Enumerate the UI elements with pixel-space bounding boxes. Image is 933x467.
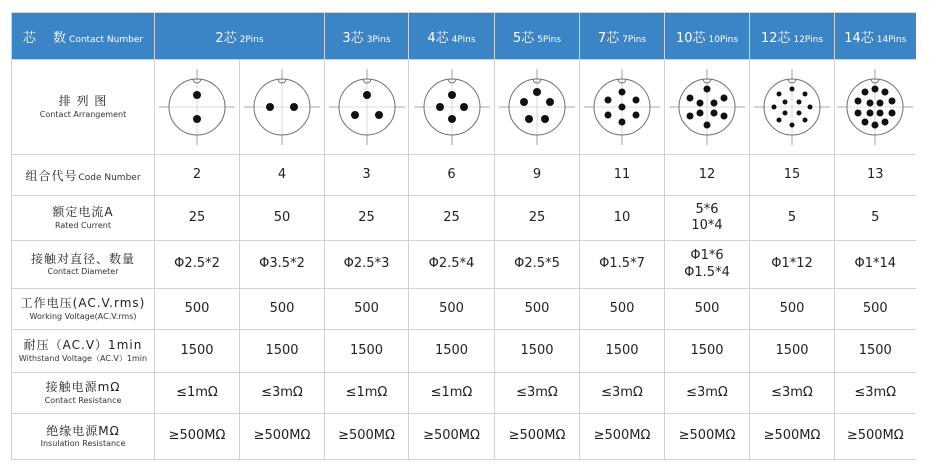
pin-dot [460,103,468,111]
connector-outline [169,79,225,135]
connector-outline [509,79,565,135]
spec-value-cell [580,373,665,414]
header-pin-count-en: 7Pins [622,34,647,45]
spec-value: 25 [528,209,546,225]
spec-row [12,414,916,460]
spec-value: 10 [613,209,631,225]
spec-value-cell [495,241,580,289]
pin-dot [375,111,383,119]
pin-dot [687,95,694,102]
spec-value: 15 [783,166,801,182]
row-label-en: Contact Resistance [44,395,122,405]
header-pin-count-cn: 12芯 [760,30,791,46]
header-pin-count-cell [155,13,325,60]
row-label-cell [12,196,155,241]
pin-dot [704,122,711,129]
spec-value: 5 [871,209,880,225]
spec-value: ≤3mΩ [854,384,897,400]
row-label-en: Code Number [78,172,141,183]
spec-value: ≤3mΩ [516,384,558,400]
pin-layout-3-icon [327,67,407,147]
pin-dot [872,122,879,129]
spec-value: 500 [694,300,720,316]
spec-value-cell [750,330,835,373]
spec-value-cell [495,155,580,196]
pin-dot [862,119,869,126]
header-pin-count-cn: 7芯 [597,30,620,46]
contact-spec-table [11,12,916,460]
header-pin-count-en: 4Pins [451,34,476,45]
header-pin-count-cell [495,13,580,60]
pin-diagram-cell [409,60,495,155]
spec-value: ≤1mΩ [430,384,473,400]
header-pin-count-cn: 4芯 [427,30,449,46]
pin-diagram-cell [750,60,835,155]
spec-value-cell [240,289,325,330]
spec-value-cell [835,289,916,330]
spec-value-cell [835,373,916,414]
spec-value-cell [495,196,580,241]
spec-value-cell [325,373,409,414]
pin-dot [448,115,456,123]
pin-dot [803,118,808,123]
row-label-en: Withstand Voltage（AC.V）1min [18,353,148,363]
row-label-cell [12,60,155,155]
pin-dot [867,100,874,107]
spec-value: ≥500MΩ [678,428,736,444]
pin-dot [687,113,694,120]
spec-row [12,196,916,241]
row-label-cell [12,241,155,289]
spec-value-cell [409,196,495,241]
pin-dot [266,103,274,111]
spec-value: Φ2.5*5 [514,256,560,272]
spec-value-cell [750,414,835,460]
spec-value: 2 [192,166,202,182]
pin-dot [777,92,782,97]
spec-value: Φ1*14 [854,256,897,272]
spec-value: Φ3.5*2 [259,256,305,272]
pin-dot [633,112,640,119]
spec-value-cell [665,241,750,289]
pin-dot [889,110,896,117]
pin-layout-14-icon [835,67,915,147]
pin-dot [797,111,802,116]
spec-value-cell [580,330,665,373]
header-pin-count-en: 3Pins [366,34,391,45]
row-label-cn: 接触电源mΩ [45,380,121,394]
spec-value: 500 [184,300,210,316]
row-label-cn: 接触对直径、数量 [30,251,135,266]
spec-value-cell [325,414,409,460]
row-label-cell [12,155,155,196]
spec-value-cell [580,155,665,196]
spec-value-cell [835,330,916,373]
spec-value-cell [409,241,495,289]
pin-dot [436,103,444,111]
spec-value: 500 [779,300,805,316]
pin-dot [351,111,359,119]
pin-dot [605,97,612,104]
header-pin-count-cn: 10芯 [675,30,706,46]
spec-value: ≥500MΩ [508,428,566,444]
spec-value-cell [155,155,240,196]
row-label-en: Rated Current [54,220,111,230]
pin-layout-10-icon [667,67,747,147]
spec-row [12,155,916,196]
spec-value-cell [750,289,835,330]
spec-value: ≤3mΩ [601,384,643,400]
spec-value: ≥500MΩ [423,428,480,444]
spec-row [12,289,916,330]
row-label-cn: 绝缘电源MΩ [46,423,120,438]
spec-value: 1500 [434,342,469,358]
pin-layout-12-icon [752,67,832,147]
spec-value: Φ2.5*4 [428,256,475,272]
spec-value-cell [665,414,750,460]
row-label-cell [12,289,155,330]
spec-value-cell [495,330,580,373]
spec-value: 500 [269,300,295,316]
spec-value: 1500 [690,342,724,358]
pin-dot [697,110,704,117]
pin-dot [448,91,456,99]
spec-value-cell [835,241,916,289]
spec-value: ≥500MΩ [168,428,226,444]
pin-dot [808,105,813,110]
header-row [12,13,916,60]
pin-dot [783,100,788,105]
spec-value: ≥500MΩ [846,428,904,444]
header-pin-count-en: 2Pins [239,34,264,45]
spec-value: ≤1mΩ [345,384,388,400]
spec-value: 13 [866,166,884,182]
spec-value-cell [835,155,916,196]
pin-dot [193,91,201,99]
spec-value: 1500 [180,342,214,358]
pin-dot [862,89,869,96]
spec-value: 4 [277,166,287,182]
header-label-cell [12,13,155,60]
pin-dot [772,105,777,110]
pin-dot [721,113,728,120]
spec-value-cell [665,289,750,330]
header-pin-count-cn: 3芯 [342,30,364,46]
spec-value-cell [155,330,240,373]
row-label-en: Contact Diameter [47,267,119,277]
pin-dot [193,115,201,123]
spec-value: 500 [524,300,550,316]
spec-value-cell [750,241,835,289]
spec-value-cell [750,155,835,196]
row-label-cn: 组合代号 [25,168,78,183]
spec-value-cell [580,241,665,289]
spec-value: Φ1.5*7 [599,256,645,272]
spec-value-cell [409,414,495,460]
spec-value: Φ2.5*2 [174,256,220,272]
spec-value-cell [240,414,325,460]
spec-value: ≤3mΩ [686,384,728,400]
spec-value-cell [580,289,665,330]
spec-value-cell [325,196,409,241]
spec-value-cell [409,330,495,373]
spec-value: ≤3mΩ [261,384,303,400]
pin-dot [525,115,533,123]
header-pin-count-en: 5Pins [537,34,562,45]
pin-dot [697,100,704,107]
pin-dot [855,98,862,105]
spec-value-cell [325,330,409,373]
pin-dot [882,89,889,96]
pin-dot [619,104,626,111]
spec-value-cell [155,241,240,289]
spec-value: 500 [354,300,379,316]
header-pin-count-en: 12Pins [793,34,824,45]
spec-value: 1500 [605,342,639,358]
row-label-cell [12,373,155,414]
pin-dot [605,112,612,119]
spec-value: ≤1mΩ [176,384,218,400]
pin-dot [889,98,896,105]
spec-value: ≥500MΩ [763,428,821,444]
pin-dot [711,100,718,107]
spec-value-cell [665,196,750,241]
pin-dot [711,110,718,117]
spec-value-cell [835,196,916,241]
spec-row [12,241,916,289]
header-pin-count-en: 10Pins [708,34,739,45]
pin-dot [872,86,879,93]
pin-dot [290,103,298,111]
spec-value: 1500 [775,342,809,358]
header-pin-count-en: 14Pins [876,34,907,45]
spec-value: 500 [609,300,635,316]
pin-dot [882,119,889,126]
pin-diagram-cell [155,60,240,155]
pin-dot [790,87,795,92]
pin-dot [877,110,884,117]
spec-value: Φ2.5*3 [343,256,390,272]
row-label-cn: 工作电压(AC.V.rms) [20,296,146,310]
pin-dot [721,95,728,102]
header-label-en: Contact Number [69,34,144,45]
spec-value: 1500 [349,342,384,358]
pin-dot [777,118,782,123]
spec-value-cell [750,373,835,414]
row-label-cn: 耐压（AC.V）1min [23,338,143,352]
spec-value-cell [409,289,495,330]
pin-dot [877,100,884,107]
connector-outline [339,79,395,135]
connector-outline [424,79,480,135]
pin-dot [803,92,808,97]
row-label-en: Working Voltage(AC.V.rms) [29,311,137,321]
header-pin-count-cell [665,13,750,60]
header-pin-count-cn: 5芯 [512,30,535,46]
pin-diagram-cell [835,60,916,155]
pin-dot [533,88,541,96]
spec-value: 9 [532,166,542,182]
spec-value: ≥500MΩ [338,428,395,444]
spec-value: 25 [188,209,206,225]
spec-value-cell [835,414,916,460]
row-label-cell [12,330,155,373]
spec-value-cell [580,414,665,460]
spec-value-cell [240,196,325,241]
spec-value-cell [495,373,580,414]
pin-diagram-cell [325,60,409,155]
spec-value: 1500 [265,342,299,358]
header-pin-count-cell [409,13,495,60]
spec-value-cell [495,414,580,460]
spec-row [12,330,916,373]
spec-value-cell [665,155,750,196]
spec-value-cell [665,330,750,373]
spec-value: 500 [439,300,464,316]
spec-value-cell [665,373,750,414]
row-label-en: Insulation Resistance [40,439,126,449]
spec-value-cell [155,289,240,330]
pin-dot [790,123,795,128]
pin-layout-7-icon [582,67,662,147]
spec-value-cell [155,414,240,460]
pin-layout-4-icon [412,67,492,147]
header-pin-count-cell [750,13,835,60]
header-label-cn: 芯 数 [22,30,67,46]
spec-row [12,373,916,414]
spec-value: 5*6 [695,201,719,217]
spec-value: Φ1*12 [771,256,813,272]
spec-value-cell [240,241,325,289]
spec-value-cell [240,373,325,414]
spec-value: 5 [787,209,797,225]
connector-outline [254,79,310,135]
pin-dot [797,100,802,105]
pin-layout-2-vertical-icon [157,67,237,147]
spec-value: 25 [443,209,460,225]
header-pin-count-cn: 14芯 [844,30,874,46]
pin-dot [520,98,528,106]
pin-dot [541,115,549,123]
spec-value: ≥500MΩ [593,428,651,444]
spec-value-cell [155,373,240,414]
spec-value-cell [240,330,325,373]
spec-value-cell [325,155,409,196]
spec-value: ≥500MΩ [253,428,311,444]
spec-value: 10*4 [691,218,723,233]
spec-value-cell [240,155,325,196]
pin-diagram-cell [580,60,665,155]
spec-value: 12 [698,166,716,182]
pin-dot [855,110,862,117]
pin-dot [867,110,874,117]
pin-dot [619,119,626,126]
header-pin-count-cn: 2芯 [215,30,237,46]
pin-layout-2-horizontal-icon [242,67,322,147]
spec-value-cell [325,241,409,289]
spec-value-cell [409,373,495,414]
spec-value-cell [155,196,240,241]
spec-value-cell [750,196,835,241]
spec-value: 3 [362,166,371,182]
spec-value: Φ1*6 [690,248,724,264]
spec-value-cell [495,289,580,330]
pin-dot [633,97,640,104]
spec-value: 6 [447,166,456,182]
spec-row [12,60,916,155]
spec-value: 1500 [520,342,554,358]
spec-value-cell [325,289,409,330]
pin-diagram-cell [240,60,325,155]
spec-value-cell [409,155,495,196]
spec-value-cell [580,196,665,241]
pin-dot [704,86,711,93]
spec-value: 1500 [858,342,892,358]
pin-diagram-cell [495,60,580,155]
header-pin-count-cell [580,13,665,60]
spec-value: 25 [358,209,375,225]
pin-dot [619,89,626,96]
pin-layout-5-icon [497,67,577,147]
spec-value: 50 [273,209,291,225]
header-pin-count-cell [325,13,409,60]
row-label-cell [12,414,155,460]
pin-dot [546,98,554,106]
row-label-en: Contact Arrangement [39,109,127,119]
pin-dot [783,111,788,116]
spec-value: Φ1.5*4 [684,264,730,280]
spec-value: 11 [613,166,631,182]
pin-dot [363,91,371,99]
row-label-cn: 排 列 图 [58,94,108,108]
row-label-cn: 额定电流A [52,205,114,219]
spec-value: ≤3mΩ [771,384,813,400]
spec-value: 500 [862,300,888,316]
pin-diagram-cell [665,60,750,155]
header-pin-count-cell [835,13,916,60]
